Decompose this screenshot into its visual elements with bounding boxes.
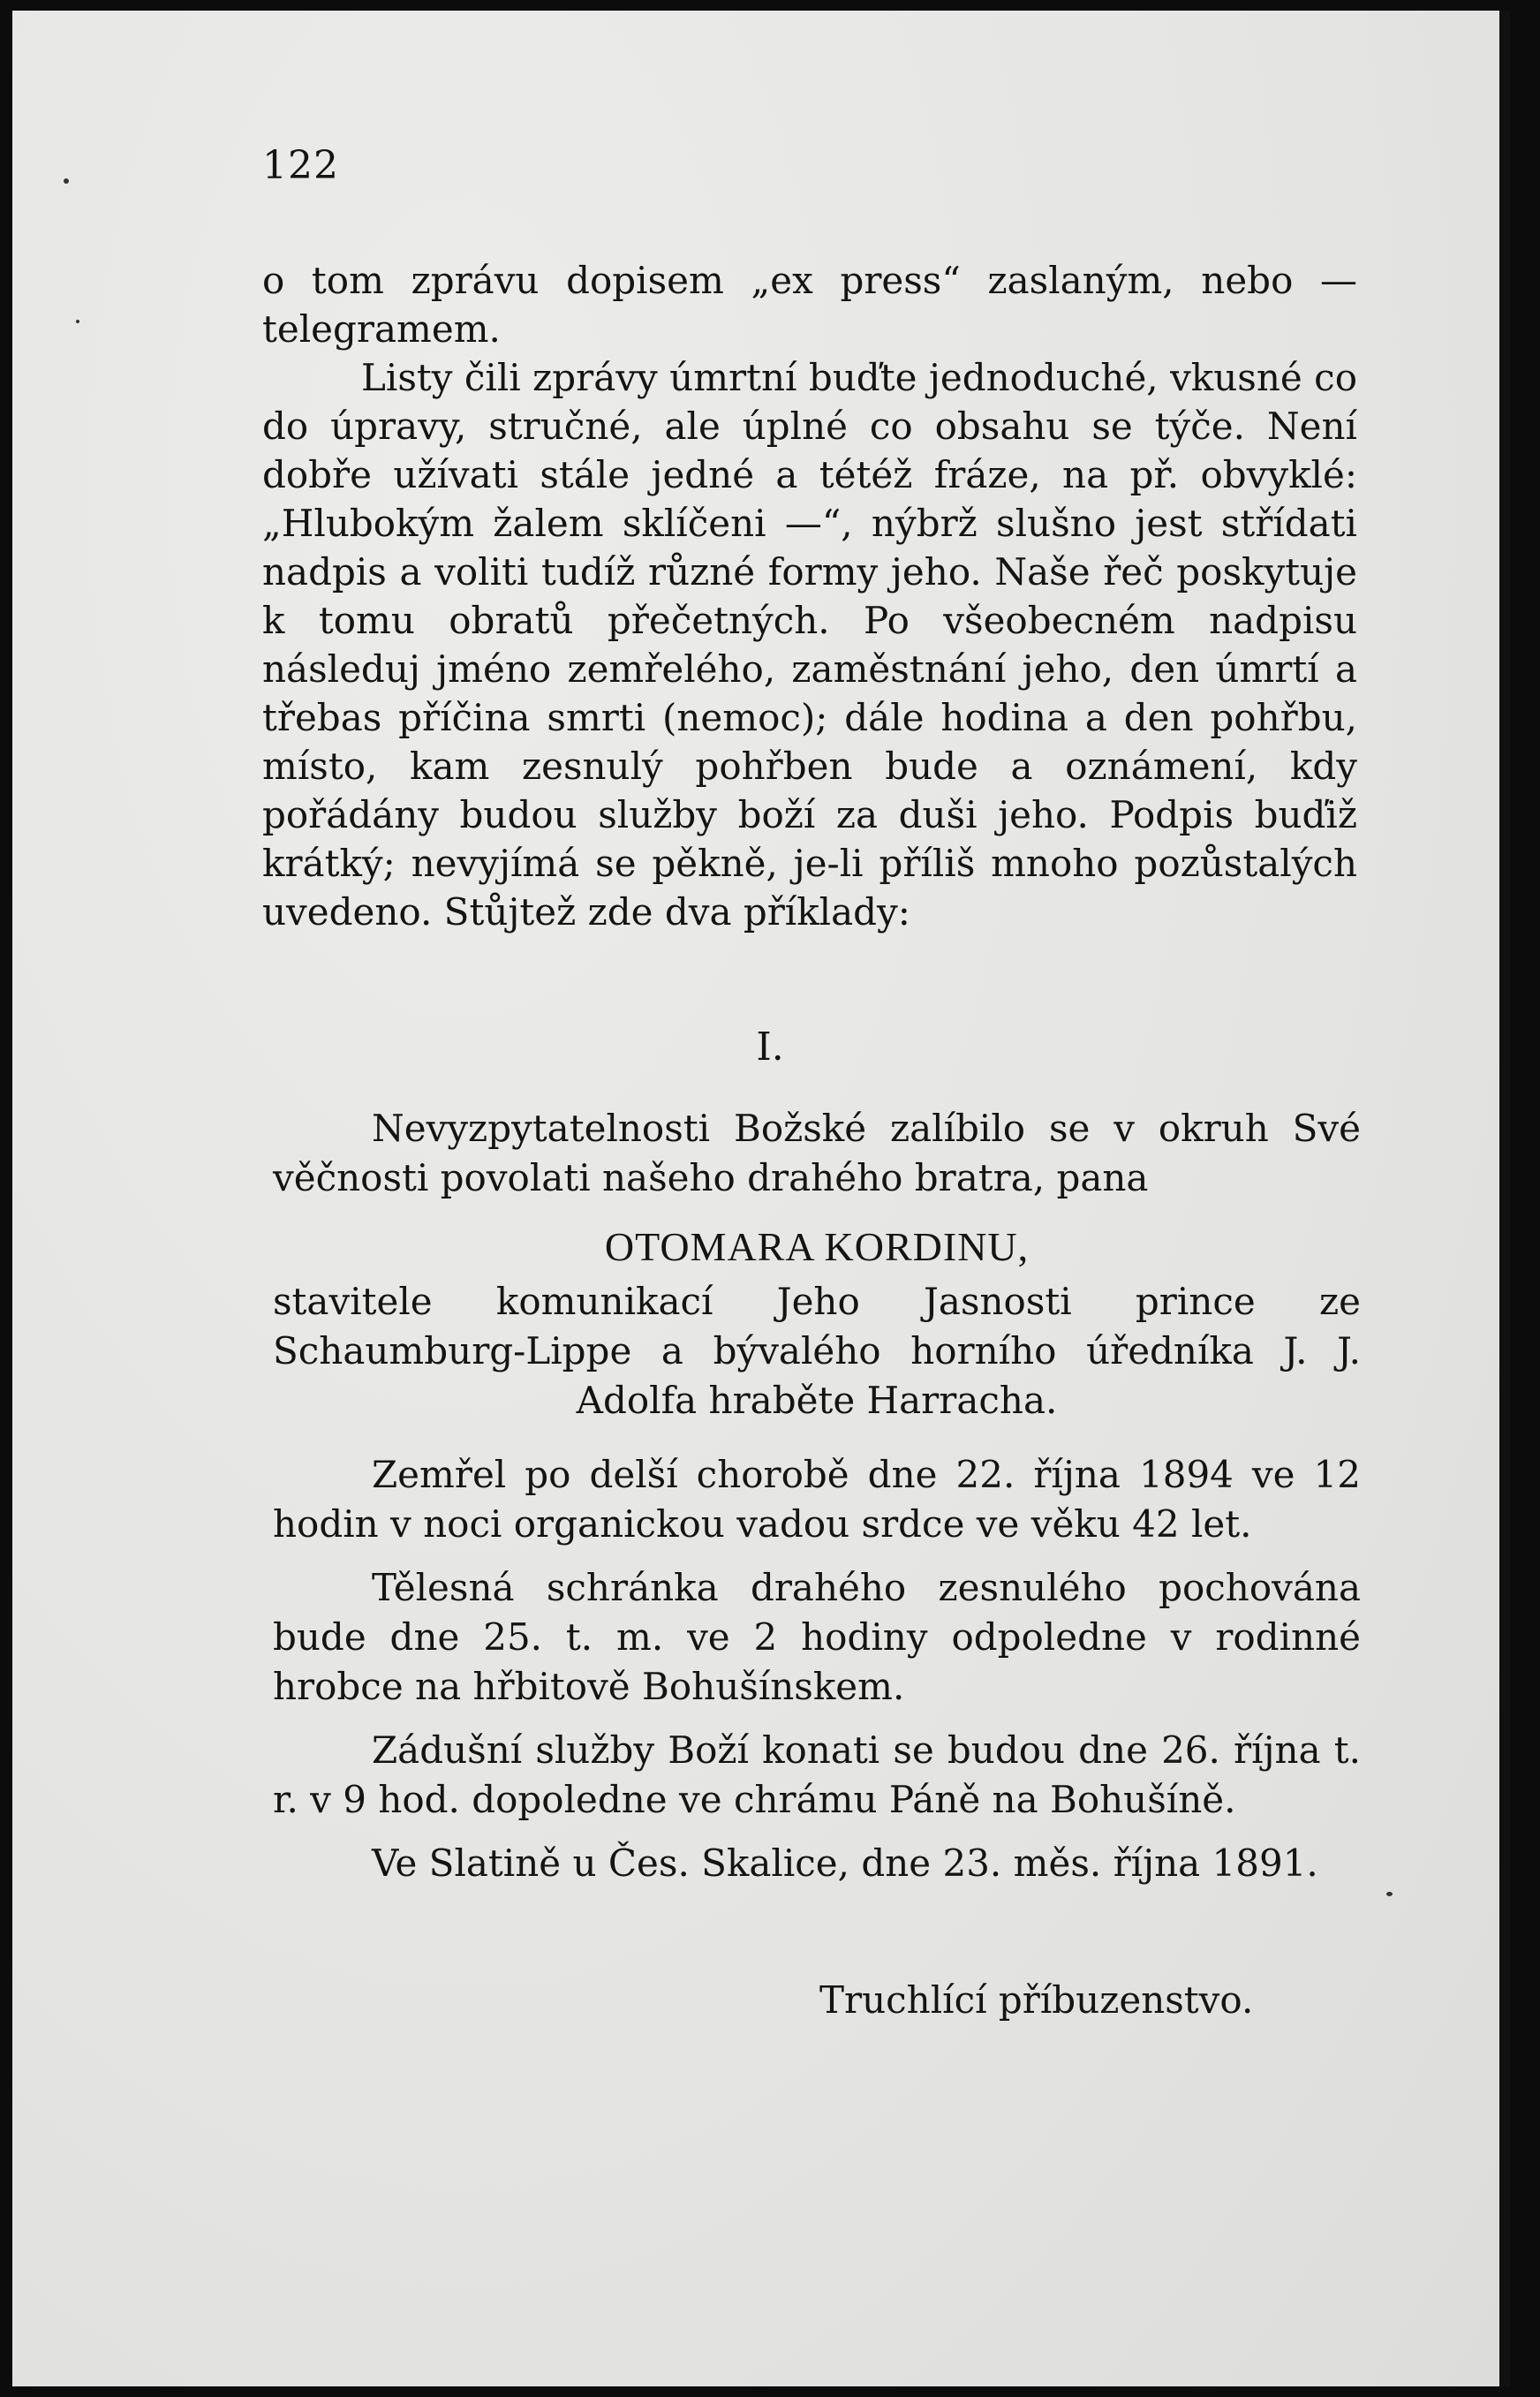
obituary-notice <box>273 1104 1361 1888</box>
spacer <box>273 1425 1361 1450</box>
example-heading: I. <box>756 1025 784 1070</box>
notice-death: Zemřel po delší chorobě dne 22. října 1894 ve 12 hodin v noci organickou vadou srdce ve věku 42 let. <box>273 1453 1361 1546</box>
spacer <box>273 1825 1361 1839</box>
notice-mass: Zádušní služby Boží konati se budou dne 26. října t. r. v 9 hod. dopoledne ve chrámu Páně na Bohušíně. <box>273 1728 1361 1821</box>
paper-speck <box>76 320 79 323</box>
body-text <box>262 256 1357 936</box>
paper-speck <box>1386 1892 1393 1896</box>
spacer <box>273 1549 1361 1563</box>
paragraph-continuation: o tom zprávu dopisem „ex press“ zaslaným, nebo — telegramem. <box>262 259 1357 351</box>
notice-opening: Nevyzpytatelnosti Božské zalíbilo se v okruh Své věčnosti povolati našeho drahého bratra, pana <box>273 1107 1361 1199</box>
page-number: 122 <box>262 143 339 188</box>
notice-signature: Truchlící příbuzenstvo. <box>819 1978 1254 2022</box>
paragraph-guidelines: Listy čili zprávy úmrtní buďte jednoduché, vkusné co do úpravy, stručné, ale úplné co obsahu se týče. Není dobře užívati stále jedné a tétéž fráze, na př. obvyklé: „Hlubokým žalem sklíčeni —“, nýbrž slušno jest střídati nadpis a voliti tudíž různé formy jeho. Naše řeč poskytuje k tomu obratů přečetných. Po všeobecném nadpisu následuj jméno zemřelého, zaměstnání jeho, den úmrtí a třebas příčina smrti (nemoc); dále hodina a den pohřbu, místo, kam zesnulý pohřben bude a oznámení, kdy pořádány budou služby boží za duši jeho. Podpis buďiž krátký; nevyjímá se pěkně, je-li příliš mnoho pozůstalých uvedeno. Stůjtež zde dva příklady: <box>262 356 1357 934</box>
notice-occupation: stavitele komunikací Jeho Jasnosti prince ze Schaumburg-Lippe a bývalého horního úředníka J. J. Adolfa hraběte Harracha. <box>273 1280 1361 1422</box>
notice-burial: Tělesná schránka drahého zesnulého pochována bude dne 25. t. m. ve 2 hodiny odpoledne v rodinné hrobce na hřbitově Bohušínskem. <box>273 1566 1361 1708</box>
deceased-name: OTOMARA KORDINU, <box>604 1224 1030 1269</box>
paper-speck <box>64 178 69 184</box>
notice-place-date: Ve Slatině u Čes. Skalice, dne 23. měs. října 1891. <box>372 1841 1318 1885</box>
page-edge-shadow <box>1499 11 1510 2386</box>
spacer <box>273 1712 1361 1726</box>
